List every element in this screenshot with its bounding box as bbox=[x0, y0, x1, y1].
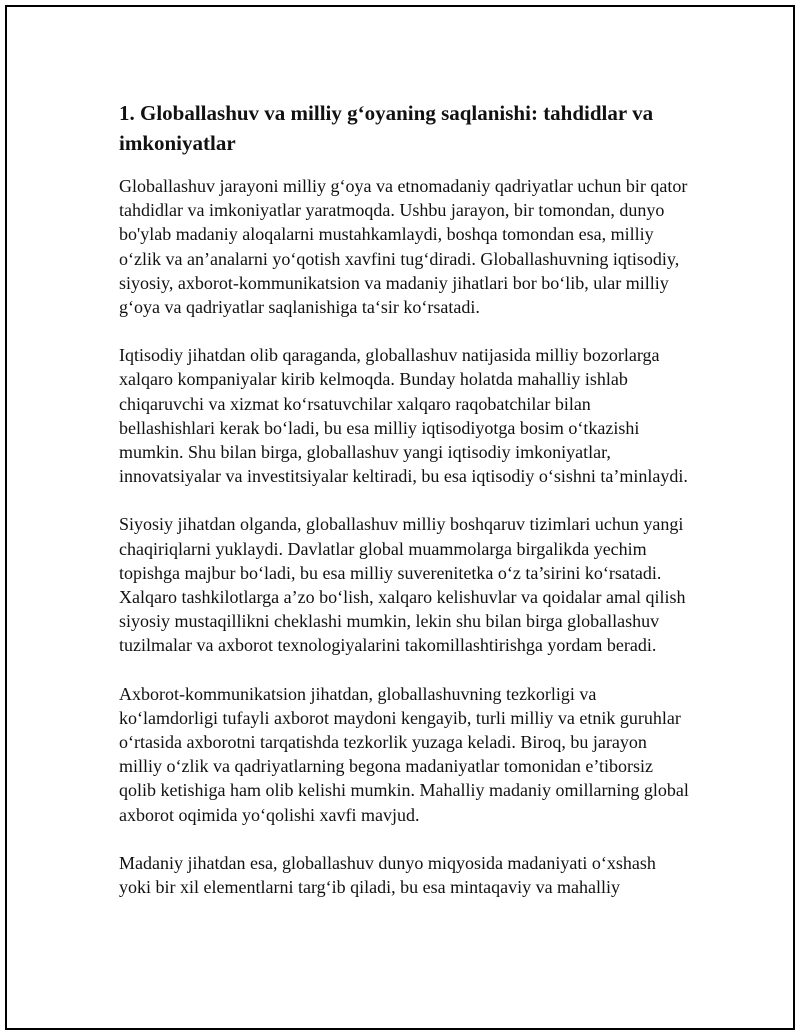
section-title: 1. Globallashuv va milliy g‘oyaning saqlanishi: tahdidlar va imkoniyatlar bbox=[119, 101, 654, 155]
paragraph-information: Axborot-kommunikatsion jihatdan, globallashuvning tezkorligi va ko‘lamdorligi tufayli axborot maydoni kengayib, turli milliy va etnik guruhlar o‘rtasida axborotni tarqatishda tezkorlik yuzaga keladi. Biroq, bu jarayon milliy o‘zlik va qadriyatlarning begona madaniyatlar tomonidan e’tiborsiz qolib ketishiga ham olib kelishi mumkin. Mahalliy madaniy omillarning global axborot oqimida yo‘qolishi xavfi mavjud. bbox=[119, 683, 689, 825]
paragraph-political: Siyosiy jihatdan olganda, globallashuv milliy boshqaruv tizimlari uchun yangi chaqiriqlarni yuklaydi. Davlatlar global muammolarga birgalikda yechim topishga majbur bo‘ladi, bu esa milliy suverenitetka o‘z ta’sirini ko‘rsatadi. Xalqaro tashkilotlarga a’zo bo‘lish, xalqaro kelishuvlar va qoidalar amal qilish siyosiy mustaqillikni cheklashi mumkin, lekin shu bilan birga globallashuv tuzilmalar va axborot texnologiyalarini takomillashtirishga yordam beradi. bbox=[119, 514, 686, 656]
document-body bbox=[119, 98, 689, 923]
paragraph-intro: Globallashuv jarayoni milliy g‘oya va etnomadaniy qadriyatlar uchun bir qator tahdidlar va imkoniyatlar yaratmoqda. Ushbu jarayon, bir tomondan, dunyo bo'ylab madaniy aloqalarni mustahkamlaydi, boshqa tomondan esa, milliy o‘zlik va an’analarni yo‘qotish xavfini tug‘diradi. Globallashuvning iqtisodiy, siyosiy, axborot-kommunikatsion va madaniy jihatlari bor bo‘lib, ular milliy g‘oya va qadriyatlar saqlanishiga ta‘sir ko‘rsatadi. bbox=[119, 176, 688, 318]
paragraph-economic: Iqtisodiy jihatdan olib qaraganda, globallashuv natijasida milliy bozorlarga xalqaro kompaniyalar kirib kelmoqda. Bunday holatda mahalliy ishlab chiqaruvchi va xizmat ko‘rsatuvchilar xalqaro raqobatchilar bilan bellashishlari kerak bo‘ladi, bu esa milliy iqtisodiyotga bosim o‘tkazishi mumkin. Shu bilan birga, globallashuv yangi iqtisodiy imkoniyatlar, innovatsiyalar va investitsiyalar keltiradi, bu esa iqtisodiy o‘sishni ta’minlaydi. bbox=[119, 345, 688, 487]
page-frame bbox=[5, 5, 795, 1030]
paragraph-cultural: Madaniy jihatdan esa, globallashuv dunyo miqyosida madaniyati o‘xshash yoki bir xil elementlarni targ‘ib qiladi, bu esa mintaqaviy va mahalliy bbox=[119, 852, 656, 898]
